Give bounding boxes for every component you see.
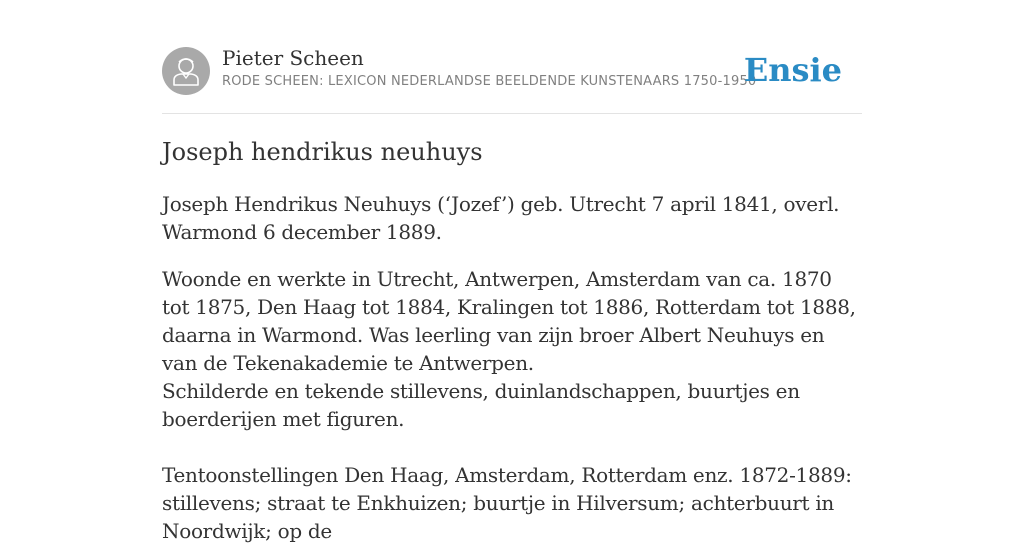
- author-name[interactable]: Pieter Scheen: [222, 46, 364, 70]
- article-header: [162, 46, 862, 96]
- source-title[interactable]: RODE SCHEEN: LEXICON NEDERLANDSE BEELDENDE KUNSTENAARS 1750-1950: [222, 74, 757, 89]
- article-title: Joseph hendrikus neuhuys: [162, 138, 483, 166]
- user-icon: [162, 47, 210, 95]
- brand-logo[interactable]: Ensie: [743, 51, 842, 89]
- article-paragraph: Woonde en werkte in Utrecht, Antwerpen, Amsterdam van ca. 1870 tot 1875, Den Haag tot 1884, Kralingen tot 1886, Rotterdam tot 1888, daarna in Warmond. Was leerling van zijn broer Albert Neuhuys en van de Tekenakademie te Antwerpen.: [162, 267, 856, 375]
- page: [162, 0, 862, 543]
- article-paragraph: Schilderde en tekende stillevens, duinlandschappen, buurtjes en boerderijen met figuren.: [162, 379, 800, 431]
- article-paragraph: Joseph Hendrikus Neuhuys (‘Jozef’) geb. Utrecht 7 april 1841, overl. Warmond 6 december 1889.: [162, 192, 840, 244]
- header-divider: [162, 113, 862, 114]
- article-paragraph: Tentoonstellingen Den Haag, Amsterdam, Rotterdam enz. 1872-1889: stillevens; straat te Enkhuizen; buurtje in Hilversum; achterbuurt in Noordwijk; op de: [162, 463, 852, 543]
- author-avatar[interactable]: [162, 47, 210, 95]
